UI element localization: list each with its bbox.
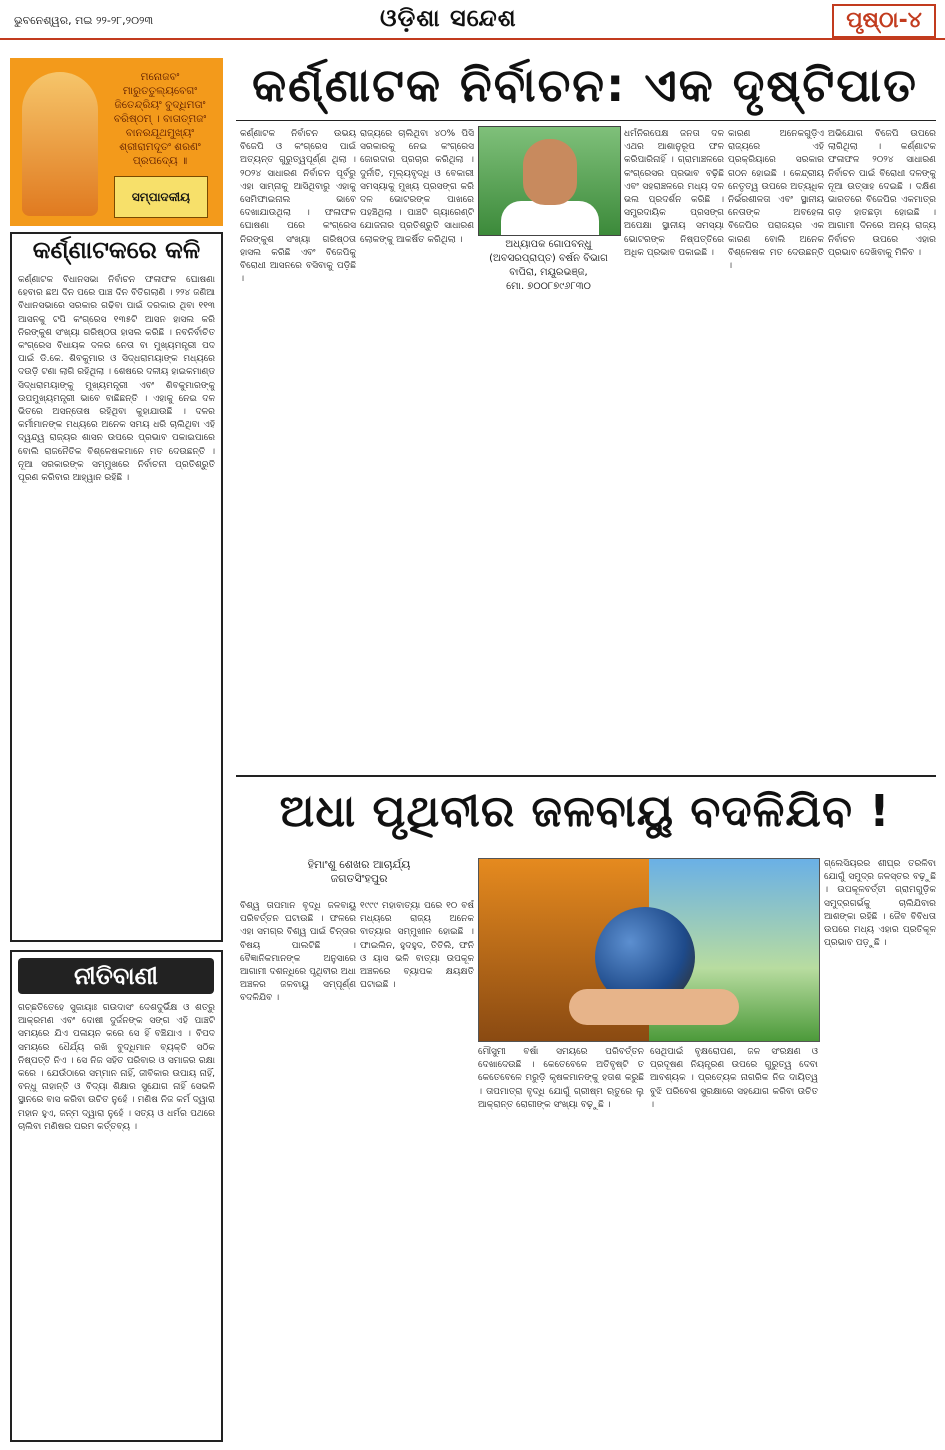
page-number-badge: ପୃଷ୍ଠା-୪ <box>832 4 936 38</box>
main-article-col-2: ରାଜ୍ୟରେ ଚାଲିଥିବା ୪୦% ପିସି ସରକାରକୁ ନେଇ କଂଗ୍ରେସ ଜୋରଦାର ପ୍ରଚାର କରିଥିଲା । ଦୁର୍ନୀତି, ମୂଲ୍ୟବୃଦ୍ଧି ଓ ବେକାରୀ ସମସ୍ୟାକୁ ମୁଖ୍ୟ ପ୍ରସଙ୍ଗ କରି ଦଳ ଭୋଟରଙ୍କ ପାଖରେ ପହଞ୍ଚିଥିଲା । ପାଞ୍ଚଟି ଗ୍ୟାରେଣ୍ଟି ଯୋଜନାର ପ୍ରତିଶ୍ରୁତି ସାଧାରଣ ଲୋକଙ୍କୁ ଆକର୍ଷିତ କରିଥିଲା । <box>360 129 474 245</box>
hanuman-illustration <box>22 72 98 216</box>
author-photo <box>478 126 621 236</box>
second-article-byline <box>244 858 474 886</box>
divider <box>236 120 936 121</box>
issue-date: ଭୁବନେଶ୍ୱର, ମଇ ୨୨-୨୮,୨୦୨୩ <box>14 14 154 27</box>
left-story-title: କର୍ଣ୍ଣାଟକରେ କଳି <box>32 236 201 264</box>
main-article-col-3 <box>478 300 619 768</box>
ad-mantra-text: ମନୋଜବଂ ମାରୁତତୁଲ୍ୟବେଗଂ ଜିତେନ୍ଦ୍ରିୟଂ ବୁଦ୍ଧିମତାଂ ବରିଷ୍ଠମ୍ । ବାତାତ୍ମଜଂ ବାନରଯୂଥମୁଖ୍ୟଂ ଶ୍ରୀରାମଦୂତଂ ଶରଣଂ ପ୍ରପଦ୍ୟେ ॥ <box>113 71 207 167</box>
niti-bani-body: ଗଚ୍ଛତିତେହେ ସୁଜାୟାଃ ଗଉଦାସଂ ଦେଶଦୁର୍ଭିକ୍ଷ ଓ ଶତ୍ରୁ ଆକ୍ରମଣ ଏବଂ ଦୋଷୀ ଦୁର୍ଜନଙ୍କ ସଙ୍ଗ ଏହି ପାଞ୍ଚଟି ସମୟରେ ଯିଏ ପଳାୟନ କରେ ସେ ହିଁ ବଞ୍ଚିଯାଏ । ବିପଦ ସମୟରେ ଧୈର୍ଯ୍ୟ ରଖି ବୁଦ୍ଧିମାନ ବ୍ୟକ୍ତି ସଠିକ ନିଷ୍ପତ୍ତି ନିଏ । ସେ ନିଜ ସହିତ ପରିବାର ଓ ସମାଜର ରକ୍ଷା କରେ । ଯେଉଁଠାରେ ସମ୍ମାନ ନାହିଁ, ଜୀବିକାର ଉପାୟ ନାହିଁ, ବନ୍ଧୁ ନାହାନ୍ତି ଓ ବିଦ୍ୟା ଶିକ୍ଷାର ସୁଯୋଗ ନାହିଁ ସେଭଳି ସ୍ଥାନରେ ବାସ କରିବା ଉଚିତ ନୁହେଁ । ମଣିଷ ନିଜ କର୍ମ ଦ୍ୱାରା ମହାନ ହୁଏ, ଜନ୍ମ ଦ୍ୱାରା ନୁହେଁ । ସତ୍ୟ ଓ ଧର୍ମର ପଥରେ ଚାଲିବା ମଣିଷର ପରମ କର୍ତ୍ତବ୍ୟ । <box>18 1003 215 1132</box>
second-article-col-4: ସେଥିପାଇଁ ବୃକ୍ଷରୋପଣ, ଜଳ ସଂରକ୍ଷଣ ଓ ପ୍ରଦୂଷଣ ନିୟନ୍ତ୍ରଣ ଉପରେ ଗୁରୁତ୍ୱ ଦେବା ଆବଶ୍ୟକ । ପ୍ରତ୍ୟେକ ନାଗରିକ ନିଜ ଦାୟିତ୍ୱ ବୁଝି ପରିବେଶ ସୁରକ୍ଷାରେ ସହଯୋଗ କରିବା ଉଚିତ । <box>650 1047 818 1110</box>
devotional-ad-box <box>10 58 223 226</box>
author-photo-shirt <box>501 201 599 235</box>
author-role: (ଅବସରପ୍ରାପ୍ତ) ବର୍ଷନ ବିଭାଗ <box>489 253 608 264</box>
niti-bani-box <box>10 950 223 1442</box>
second-author-name: ହିମାଂଶୁ ଶେଖର ଆଚାର୍ଯ୍ୟ <box>307 858 411 871</box>
main-article-byline <box>478 238 619 294</box>
left-editorial-box <box>10 232 223 942</box>
hand <box>569 989 739 1025</box>
newspaper-masthead: ଓଡ଼ିଶା ସନ୍ଦେଶ <box>380 4 517 32</box>
section-divider <box>236 775 936 777</box>
climate-change-image <box>478 858 820 1042</box>
main-article-col-1: କର୍ଣ୍ଣାଟକ ନିର୍ବାଚନ ଉଭୟ ବିଜେପି ଓ କଂଗ୍ରେସ ପାଇଁ ଅତ୍ୟନ୍ତ ଗୁରୁତ୍ୱପୂର୍ଣ୍ଣ ଥିଲା । ୨୦୨୪ ସାଧାରଣ ନିର୍ବାଚନ ପୂର୍ବରୁ ଏହା ସାମ୍ନାକୁ ଆସିଥିବାରୁ ଏହାକୁ ସେମିଫାଇନାଲ ଭାବେ ଦେଖାଯାଉଥିଲା । ଫଳାଫଳ ଘୋଷଣା ପରେ କଂଗ୍ରେସ ନିରଙ୍କୁଶ ସଂଖ୍ୟା ଗରିଷ୍ଠତା ହାସଲ କରିଛି ଏବଂ ବିଜେପିକୁ ବିରୋଧୀ ଆସନରେ ବସିବାକୁ ପଡ଼ିଛି । <box>240 129 356 285</box>
author-place: ବାପିରା, ମୟୂରଭଞ୍ଜ, <box>509 267 588 278</box>
author-name: ଅଧ୍ୟାପକ ଗୋପବନ୍ଧୁ <box>505 239 592 250</box>
left-story-body: କର୍ଣ୍ଣାଟକ ବିଧାନସଭା ନିର୍ବାଚନ ଫଳାଫଳ ଘୋଷଣା ହେବାର ଛଅ ଦିନ ପରେ ପାଞ୍ଚ ଦିନ ବିତିଗଲାଣି । ୨୨୪ ଜଣିଆ ବିଧାନସଭାରେ ସରକାର ଗଢିବା ପାଇଁ ଦରକାର ଥିବା ୧୧୩ ଆସନକୁ ଟପି କଂଗ୍ରେସ ୧୩୫ଟି ଆସନ ହାସଲ କରି ନିରଙ୍କୁଶ ସଂଖ୍ୟା ଗରିଷ୍ଠତା ହାସଲ କରିଛି । ନବନିର୍ବାଚିତ କଂଗ୍ରେସ ବିଧାୟକ ଦଳର ନେତା ବା ମୁଖ୍ୟମନ୍ତ୍ରୀ ପଦ ପାଇଁ ଡି.କେ. ଶିବକୁମାର ଓ ସିଦ୍ଧରାମୟାଙ୍କ ମଧ୍ୟରେ ଦଉଡ଼ି ଟଣା ଲାଗି ରହିଥିଲା । ଶେଷରେ ଦଳୀୟ ହାଇକମାଣ୍ଡ ସିଦ୍ଧରାମୟାଙ୍କୁ ମୁଖ୍ୟମନ୍ତ୍ରୀ ଏବଂ ଶିବକୁମାରଙ୍କୁ ଉପମୁଖ୍ୟମନ୍ତ୍ରୀ ଭାବେ ବାଛିଛନ୍ତି । ଏହାକୁ ନେଇ ଦଳ ଭିତରେ ଅସନ୍ତୋଷ ରହିଥିବା କୁହାଯାଉଛି । ଦଳର କର୍ମୀମାନଙ୍କ ମଧ୍ୟରେ ଅନେକ ସମୟ ଧରି ଚାଲିଥିବା ଏହି ଦ୍ୱନ୍ଦ୍ୱ ରାଜ୍ୟର ଶାସନ ଉପରେ ପ୍ରଭାବ ପକାଇପାରେ ବୋଲି ରାଜନୈତିକ ବିଶ୍ଳେଷକମାନେ ମତ ଦେଉଛନ୍ତି । ନୂଆ ସରକାରଙ୍କ ସମ୍ମୁଖରେ ନିର୍ବାଚନୀ ପ୍ରତିଶ୍ରୁତି ପୂରଣ କରିବାର ଆହ୍ୱାନ ରହିଛି । <box>18 275 215 484</box>
niti-bani-title: ନୀତିବାଣୀ <box>18 958 214 994</box>
second-article-headline: ଅଧା ପୃଥିବୀର ଜଳବାୟୁ ବଦଳିଯିବ ! <box>279 786 891 837</box>
main-article-col-6: ଅଭିଯୋଗ ବିଜେପି ଉପରେ ଲାଗିଥିଲା । କର୍ଣ୍ଣାଟକ ଫଳାଫଳ ୨୦୨୪ ସାଧାରଣ ନିର୍ବାଚନ ପାଇଁ ବିରୋଧୀ ଦଳଙ୍କୁ ନୂଆ ଉତ୍ସାହ ଦେଇଛି । ଦକ୍ଷିଣ ଭାରତରେ ବିଜେପିର ଏକମାତ୍ର ଗଡ଼ ହାତଛଡ଼ା ହୋଇଛି । ଆଗାମୀ ଦିନରେ ଅନ୍ୟ ରାଜ୍ୟ ନିର୍ବାଚନ ଉପରେ ଏହାର ପ୍ରଭାବ ଦେଖିବାକୁ ମିଳିବ । <box>828 129 936 258</box>
main-article-col-5: କାରଣ ଅନେକଗୁଡ଼ିଏ ରାଜ୍ୟରେ ଏହି ପ୍ରକ୍ରିୟାରେ ସରକାର ଗଠନ ହୋଇଛି । କେନ୍ଦ୍ରୀୟ ନେତୃତ୍ୱ ଉପରେ ଅତ୍ୟଧିକ ନିର୍ଭରଶୀଳତା ଏବଂ ସ୍ଥାନୀୟ ନେତାଙ୍କ ଅବହେଳା ବିଜେପିର ପରାଜୟର ଏକ କାରଣ ବୋଲି ଅନେକ ବିଶ୍ଳେଷକ ମତ ଦେଉଛନ୍ତି । <box>728 129 824 272</box>
second-article-col-3: ମୌସୁମୀ ବର୍ଷା ସମୟରେ ପରିବର୍ତ୍ତନ ଦେଖାଦେଉଛି । କେତେବେଳେ ଅତିବୃଷ୍ଟି ତ କେତେବେଳେ ମରୁଡ଼ି କୃଷକମାନଙ୍କୁ ହତାଶ କରୁଛି । ତାପମାତ୍ରା ବୃଦ୍ଧି ଯୋଗୁଁ ଗ୍ରୀଷ୍ମ ଋତୁରେ ଲୁ ଆକ୍ରାନ୍ତ ରୋଗୀଙ୍କ ସଂଖ୍ୟା ବଢ଼ୁଛି । <box>478 1047 644 1110</box>
ad-logo: ସମ୍ପାଦକୀୟ <box>114 176 208 218</box>
author-photo-face <box>523 139 577 205</box>
second-article-col-2: ୧୯୯୯ ମହାବାତ୍ୟା ପରେ ୧୦ ବର୍ଷ ମଧ୍ୟରେ ରାଜ୍ୟ ଅନେକ ବାତ୍ୟାର ସମ୍ମୁଖୀନ ହୋଇଛି । ଫାଇଲିନ, ହୁଦହୁଦ, ତିତିଲି, ଫନି ଓ ୟାସ ଭଳି ବାତ୍ୟା ଉପକୂଳ ଅଞ୍ଚଳରେ ବ୍ୟାପକ କ୍ଷୟକ୍ଷତି ଘଟାଇଛି । <box>360 901 474 991</box>
main-article-headline: କର୍ଣ୍ଣାଟକ ନିର୍ବାଚନ: ଏକ ଦୃଷ୍ଟିପାତ <box>252 58 918 112</box>
second-author-place: ଜଗତସିଂହପୁର <box>330 872 388 885</box>
main-article-col-4: ଧର୍ମନିରପେକ୍ଷ ଜନତା ଦଳ ଏଥର ଆଶାନୁରୂପ ଫଳ କରିପାରିନାହିଁ । ଗ୍ରାମାଞ୍ଚଳରେ କଂଗ୍ରେସର ପ୍ରଭାବ ବଢ଼ିଛି ଏବଂ ସହରାଞ୍ଚଳରେ ମଧ୍ୟ ଦଳ ଭଲ ପ୍ରଦର୍ଶନ କରିଛି । ସମ୍ପ୍ରଦାୟିକ ପ୍ରସଙ୍ଗ ଅପେକ୍ଷା ସ୍ଥାନୀୟ ସମସ୍ୟା ଭୋଟରଙ୍କ ନିଷ୍ପତ୍ତିରେ ଅଧିକ ପ୍ରଭାବ ପକାଇଛି । <box>624 129 724 258</box>
second-article-col-5: ଗ୍ଲେସିୟରର ଶୀଘ୍ର ତରଳିବା ଯୋଗୁଁ ସମୁଦ୍ର ଜଳସ୍ତର ବଢ଼ୁଛି । ଉପକୂଳବର୍ତ୍ତୀ ଗ୍ରାମଗୁଡ଼ିକ ସମୁଦ୍ରଗର୍ଭକୁ ଚାଲିଯିବାର ଆଶଙ୍କା ରହିଛି । ଜୈବ ବିବିଧତା ଉପରେ ମଧ୍ୟ ଏହାର ପ୍ରତିକୂଳ ପ୍ରଭାବ ପଡ଼ୁଛି । <box>824 859 936 949</box>
second-article-col-1: ବିଶ୍ୱ ତାପମାନ ବୃଦ୍ଧି ଜଳବାୟୁ ପରିବର୍ତ୍ତନ ଘଟାଉଛି । ଫଳରେ ଏହା ସମଗ୍ର ବିଶ୍ୱ ପାଇଁ ଚିନ୍ତାର ବିଷୟ ପାଲଟିଛି । ବୈଜ୍ଞାନିକମାନଙ୍କ ଅନୁସାରେ ଆଗାମୀ ଦଶନ୍ଧିରେ ପୃଥିବୀର ଅଧା ଅଞ୍ଚଳର ଜଳବାୟୁ ସମ୍ପୂର୍ଣ୍ଣ ବଦଳିଯିବ । <box>240 901 356 1004</box>
author-phone: ମୋ. ୭୦୦୮୭୯୬୮୩୦ <box>506 281 591 292</box>
